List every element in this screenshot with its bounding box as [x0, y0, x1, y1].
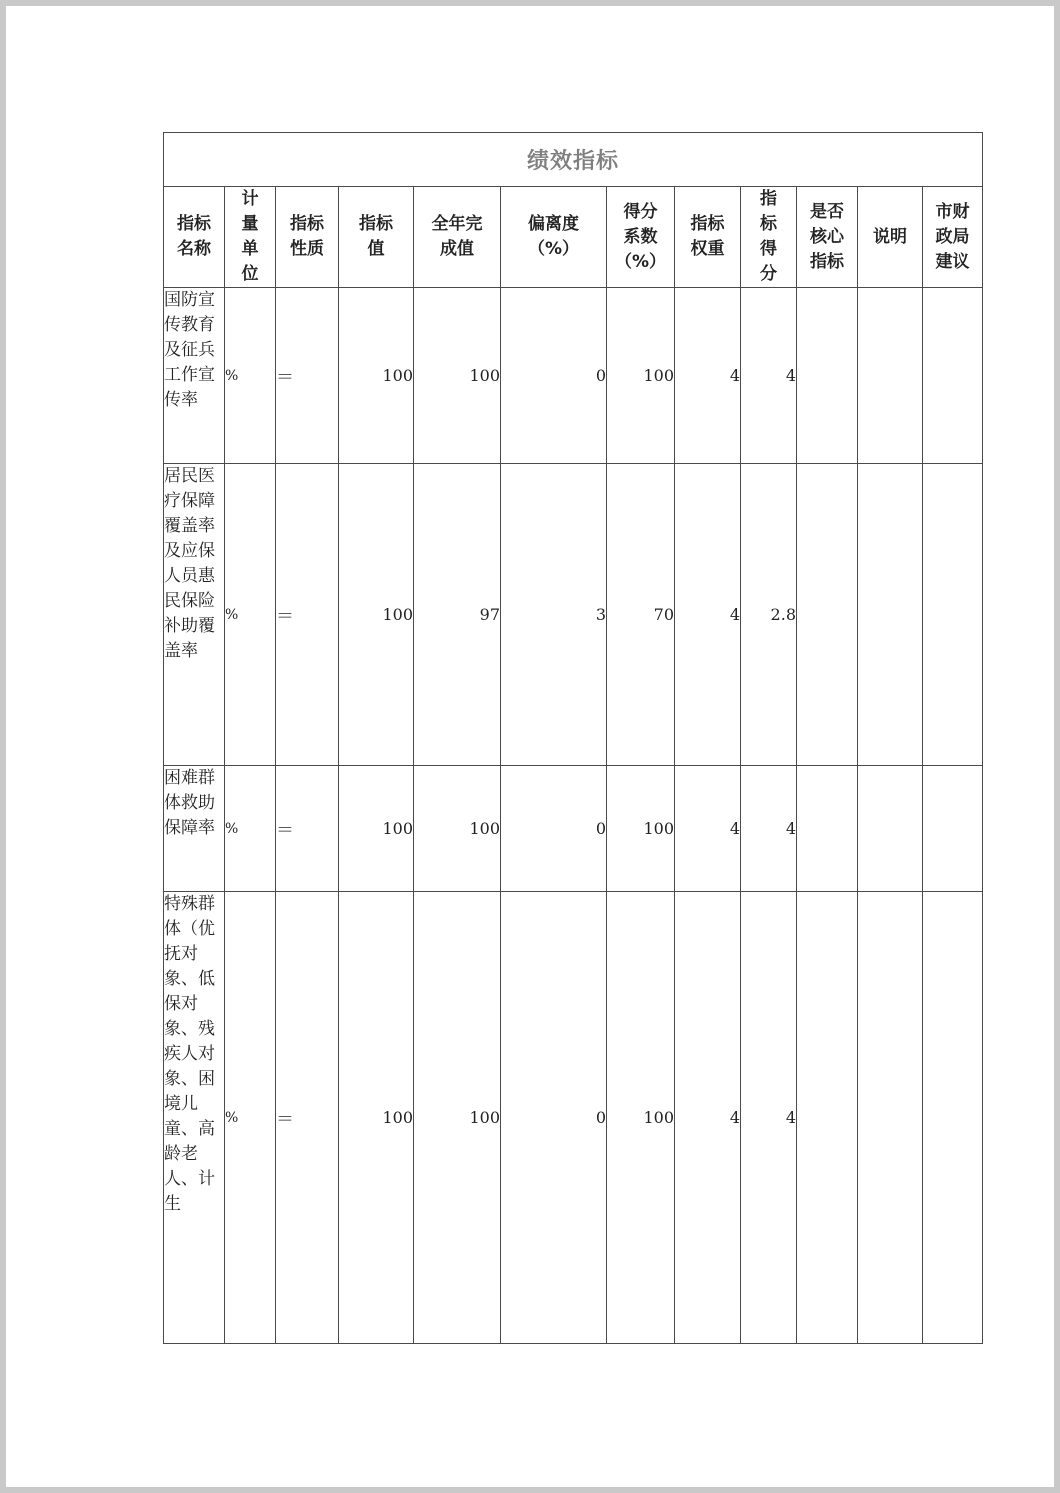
finance-advice-cell [923, 892, 983, 1344]
nature-cell: ＝ [276, 766, 339, 892]
score-coefficient-cell: 100 [607, 766, 675, 892]
table-title-row [164, 133, 983, 187]
weight-cell: 4 [675, 288, 741, 464]
header-deviation: 偏离度 （%） [501, 187, 607, 288]
finance-advice-cell [923, 288, 983, 464]
score-cell: 4 [741, 288, 797, 464]
actual-value-cell: 100 [414, 288, 501, 464]
note-cell [858, 892, 923, 1344]
target-value-cell: 100 [339, 464, 414, 766]
weight-cell: 4 [675, 766, 741, 892]
score-cell: 4 [741, 766, 797, 892]
is-core-cell [797, 766, 858, 892]
header-unit: 计 量 单 位 [225, 187, 276, 288]
table-row [164, 464, 983, 766]
header-target-value: 指标 值 [339, 187, 414, 288]
score-coefficient-cell: 100 [607, 288, 675, 464]
header-actual-value: 全年完 成值 [414, 187, 501, 288]
note-cell [858, 766, 923, 892]
is-core-cell [797, 464, 858, 766]
performance-indicator-table [163, 132, 983, 1344]
header-note: 说明 [858, 187, 923, 288]
header-score-coefficient: 得分 系数 （%） [607, 187, 675, 288]
target-value-cell: 100 [339, 892, 414, 1344]
score-cell: 2.8 [741, 464, 797, 766]
note-cell [858, 464, 923, 766]
unit-cell: % [225, 892, 276, 1344]
score-coefficient-cell: 100 [607, 892, 675, 1344]
header-indicator-name: 指标 名称 [164, 187, 225, 288]
deviation-cell: 0 [501, 892, 607, 1344]
table-row [164, 766, 983, 892]
is-core-cell [797, 892, 858, 1344]
actual-value-cell: 100 [414, 892, 501, 1344]
indicator-name-cell: 困难群体救助保障率 [164, 766, 225, 892]
header-score: 指 标 得 分 [741, 187, 797, 288]
table-title: 绩效指标 [164, 133, 983, 187]
finance-advice-cell [923, 464, 983, 766]
unit-cell: % [225, 766, 276, 892]
weight-cell: 4 [675, 464, 741, 766]
finance-advice-cell [923, 766, 983, 892]
score-cell: 4 [741, 892, 797, 1344]
deviation-cell: 3 [501, 464, 607, 766]
weight-cell: 4 [675, 892, 741, 1344]
unit-cell: % [225, 464, 276, 766]
nature-cell: ＝ [276, 464, 339, 766]
deviation-cell: 0 [501, 288, 607, 464]
nature-cell: ＝ [276, 288, 339, 464]
is-core-cell [797, 288, 858, 464]
actual-value-cell: 100 [414, 766, 501, 892]
score-coefficient-cell: 70 [607, 464, 675, 766]
document-page [6, 6, 1054, 1487]
deviation-cell: 0 [501, 766, 607, 892]
target-value-cell: 100 [339, 766, 414, 892]
target-value-cell: 100 [339, 288, 414, 464]
table-row [164, 892, 983, 1344]
header-nature: 指标 性质 [276, 187, 339, 288]
table-row [164, 288, 983, 464]
unit-cell: % [225, 288, 276, 464]
actual-value-cell: 97 [414, 464, 501, 766]
header-is-core: 是否 核心 指标 [797, 187, 858, 288]
header-weight: 指标 权重 [675, 187, 741, 288]
indicator-name-cell: 特殊群体（优抚对象、低保对象、残疾人对象、困境儿童、高龄老人、计生 [164, 892, 225, 1344]
indicator-name-cell: 居民医疗保障覆盖率及应保人员惠民保险补助覆盖率 [164, 464, 225, 766]
nature-cell: ＝ [276, 892, 339, 1344]
header-finance-advice: 市财 政局 建议 [923, 187, 983, 288]
note-cell [858, 288, 923, 464]
table-header-row [164, 187, 983, 288]
indicator-name-cell: 国防宣传教育及征兵工作宣传率 [164, 288, 225, 464]
